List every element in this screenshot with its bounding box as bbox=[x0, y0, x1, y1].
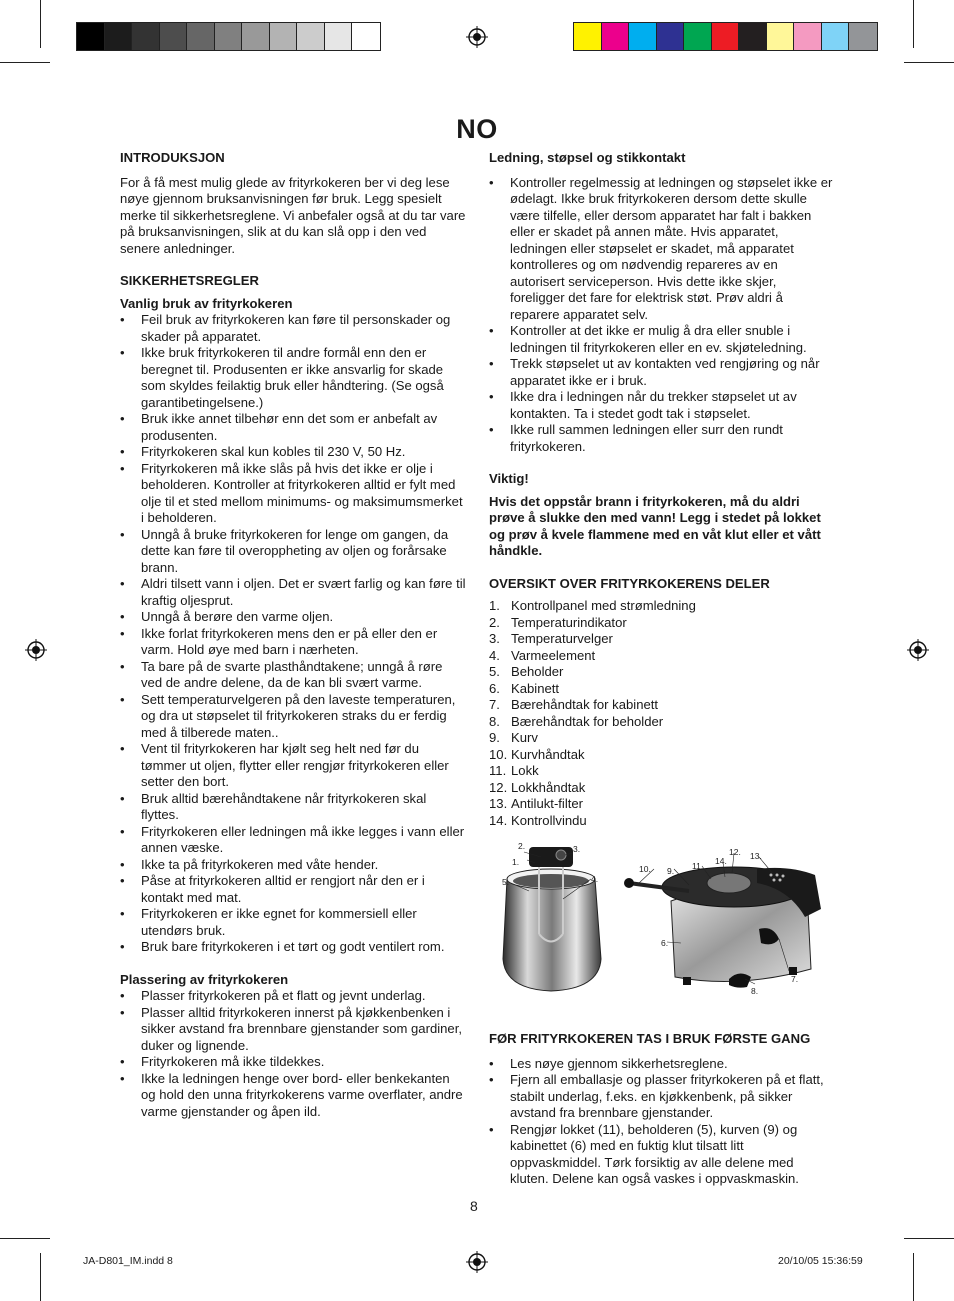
first-use-heading: FØR FRITYRKOKEREN TAS I BRUK FØRSTE GANG bbox=[489, 1031, 811, 1046]
crop-mark bbox=[904, 62, 954, 63]
cord-list bbox=[489, 175, 833, 456]
list-item: • Frityrkokeren må ikke slås på hvis det ikke er olje i beholderen. Kontroller at frityrkokeren alltid er fylt med olje til et sted mellom minimums- og maksimumsmerket i beholderen. bbox=[120, 461, 466, 527]
part-label: Kurvhåndtak bbox=[511, 746, 585, 762]
part-number: 3. bbox=[489, 631, 500, 646]
color-swatch bbox=[187, 23, 215, 50]
figure-label: 13. bbox=[750, 851, 762, 861]
part-label: Kontrollpanel med strømledning bbox=[511, 598, 696, 613]
part-number: 7. bbox=[489, 697, 500, 712]
crop-mark bbox=[913, 1253, 914, 1301]
list-item: • Påse at frityrkokeren alltid er rengjort når den er i kontakt med mat. bbox=[120, 873, 466, 906]
figure-label: 12. bbox=[729, 847, 741, 857]
color-swatch bbox=[574, 23, 602, 50]
part-label: Bærehåndtak for kabinett bbox=[511, 697, 659, 712]
list-item: • Ikke rull sammen ledningen eller surr den rundt frityrkokeren. bbox=[489, 422, 833, 455]
part-item bbox=[489, 615, 833, 632]
list-item: • Frityrkokeren må ikke tildekkes. bbox=[120, 1054, 466, 1071]
list-item: • Ikke dra i ledningen når du trekker støpselet ut av kontakten. Ta i stedet godt tak i støpselet. bbox=[489, 389, 833, 422]
part-item bbox=[489, 697, 833, 714]
list-item: • Sett temperaturvelgeren på den laveste temperaturen, og dra ut støpselet til frityrkokeren straks du er ferdig med å tilberede maten.. bbox=[120, 692, 466, 742]
part-label: Bærehåndtak for beholder bbox=[511, 713, 664, 729]
color-calibration-bar bbox=[573, 22, 878, 51]
color-swatch bbox=[849, 23, 877, 50]
part-label: Lokk bbox=[511, 763, 539, 778]
figure-label: 14. bbox=[715, 856, 727, 866]
list-item: • Frityrkokeren skal kun kobles til 230 V, 50 Hz. bbox=[120, 444, 466, 461]
color-swatch bbox=[794, 23, 822, 50]
color-swatch bbox=[132, 23, 160, 50]
figure-label: 7. bbox=[791, 974, 799, 984]
list-item: • Plasser frityrkokeren på et flatt og jevnt underlag. bbox=[120, 988, 466, 1005]
part-item bbox=[489, 763, 833, 780]
part-number: 8. bbox=[489, 713, 500, 729]
part-label: Temperaturvelger bbox=[511, 631, 613, 646]
crop-mark bbox=[0, 1238, 50, 1239]
language-title: NO bbox=[456, 114, 498, 144]
color-swatch bbox=[297, 23, 325, 50]
slug-timestamp: 20/10/05 15:36:59 bbox=[778, 1255, 863, 1267]
normal-use-heading: Vanlig bruk av frityrkokeren bbox=[120, 295, 293, 311]
list-item: • Unngå å berøre den varme oljen. bbox=[120, 609, 466, 626]
crop-mark bbox=[913, 0, 914, 48]
figure-label: 2. bbox=[518, 841, 526, 851]
part-label: Varmeelement bbox=[511, 647, 596, 663]
registration-mark-icon bbox=[466, 26, 488, 48]
first-use-list bbox=[489, 1056, 833, 1188]
list-item: • Rengjør lokket (11), beholderen (5), kurven (9) og kabinettet (6) med en fuktig klut tilsatt litt oppvaskmiddel. Tørk forsiktig av alle delene med kluten. Delene kan også vaskes i oppvaskmaskin. bbox=[489, 1122, 833, 1188]
list-item: • Aldri tilsett vann i oljen. Det er svært farlig og kan føre til kraftig oljesprut. bbox=[120, 576, 466, 609]
normal-use-list bbox=[120, 312, 466, 956]
fryer-illustration bbox=[489, 839, 833, 1009]
list-item: • Ikke la ledningen henge over bord- eller benkekanten og hold den unna frityrkokerens varme overflater, andre varme gjenstander og åpen ild. bbox=[120, 1071, 466, 1121]
crop-mark bbox=[40, 1253, 41, 1301]
list-item: • Kontroller regelmessig at ledningen og støpselet ikke er ødelagt. Ikke bruk frityrkokeren dersom dette skulle være tilfelle, eller dersom apparatet har falt i bakken eller er skadet på annen måte. Hvis apparatet, ledningen eller støpselet er skadet, må apparatet kontrolleres og om nødvendig repareres av en autorisert serviceperson. Hvis dette ikke skjer, foreligger det fare for elektrisk støt. Prøv aldri å reparere apparatet selv. bbox=[489, 175, 833, 324]
part-item bbox=[489, 664, 833, 681]
list-item: • Frityrkokeren er ikke egnet for kommersiell eller utendørs bruk. bbox=[120, 906, 466, 939]
part-item bbox=[489, 648, 833, 665]
part-item bbox=[489, 813, 833, 830]
color-swatch bbox=[105, 23, 133, 50]
part-item bbox=[489, 780, 833, 797]
part-item bbox=[489, 730, 833, 747]
list-item: • Feil bruk av frityrkokeren kan føre til personskader og skader på apparatet. bbox=[120, 312, 466, 345]
page-number: 8 bbox=[470, 1198, 478, 1214]
registration-mark-icon bbox=[466, 1251, 488, 1273]
part-item bbox=[489, 714, 833, 731]
list-item: • Unngå å bruke frityrkokeren for lenge om gangen, da dette kan føre til overoppheting av oljen og forårsake brann. bbox=[120, 527, 466, 577]
part-item bbox=[489, 598, 833, 615]
color-swatch bbox=[160, 23, 188, 50]
list-item: • Les nøye gjennom sikkerhetsreglene. bbox=[489, 1056, 833, 1073]
list-item: • Vent til frityrkokeren har kjølt seg helt ned før du tømmer ut oljen, flytter eller rengjør frityrkokeren eller setter den bort. bbox=[120, 741, 466, 791]
part-item bbox=[489, 681, 833, 698]
figure-label: 10. bbox=[639, 864, 651, 874]
intro-paragraph: For å få mest mulig glede av frityrkokeren ber vi deg lese nøye gjennom bruksanvisningen før bruk. Legg spesielt merke til sikkerhetsreglene. Vi anbefaler også at du tar vare på bruksanvisningen, slik at du kan slå opp i den ved senere anledninger. bbox=[120, 174, 466, 256]
crop-mark bbox=[40, 0, 41, 48]
figure-label: 5. bbox=[502, 877, 510, 887]
intro-heading: INTRODUKSJON bbox=[120, 150, 225, 165]
part-number: 6. bbox=[489, 680, 500, 696]
list-item: • Bruk ikke annet tilbehør enn det som er anbefalt av produsenten. bbox=[120, 411, 466, 444]
color-swatch bbox=[767, 23, 795, 50]
registration-mark-icon bbox=[25, 639, 47, 661]
part-number: 2. bbox=[489, 614, 500, 630]
part-label: Kurv bbox=[511, 730, 538, 745]
color-swatch bbox=[712, 23, 740, 50]
part-label: Kontrollvindu bbox=[511, 812, 587, 828]
product-figure bbox=[489, 839, 833, 1009]
list-item: • Ta bare på de svarte plasthåndtakene; unngå å røre ved de andre delene, da de kan bli svært varme. bbox=[120, 659, 466, 692]
part-number: 4. bbox=[489, 647, 500, 663]
list-item: • Ikke ta på frityrkokeren med våte hender. bbox=[120, 857, 466, 874]
part-number: 1. bbox=[489, 598, 500, 613]
figure-label: 8. bbox=[751, 986, 759, 996]
list-item: • Bruk alltid bærehåndtakene når frityrkokeren skal flyttes. bbox=[120, 791, 466, 824]
part-number: 10. bbox=[489, 746, 508, 762]
part-label: Kabinett bbox=[511, 680, 560, 696]
color-swatch bbox=[822, 23, 850, 50]
list-item: • Bruk bare frityrkokeren i et tørt og godt ventilert rom. bbox=[120, 939, 466, 956]
color-swatch bbox=[657, 23, 685, 50]
color-swatch bbox=[77, 23, 105, 50]
part-number: 13. bbox=[489, 796, 508, 811]
figure-label: 4. bbox=[591, 874, 599, 884]
list-item: • Frityrkokeren eller ledningen må ikke legges i vann eller annen væske. bbox=[120, 824, 466, 857]
color-swatch bbox=[684, 23, 712, 50]
important-warning: Hvis det oppstår brann i frityrkokeren, må du aldri prøve å slukke den med vann! Legg i stedet på lokket og prøv å kvele flammene med en våt klut eller et vått håndkle. bbox=[489, 493, 821, 558]
part-label: Lokkhåndtak bbox=[511, 779, 586, 795]
important-heading: Viktig! bbox=[489, 471, 529, 486]
part-item bbox=[489, 631, 833, 648]
figure-label: 3. bbox=[573, 844, 581, 854]
list-item: • Kontroller at det ikke er mulig å dra eller snuble i ledningen til frityrkokeren eller en ev. skjøteledning. bbox=[489, 323, 833, 356]
crop-mark bbox=[0, 62, 50, 63]
part-number: 11. bbox=[489, 763, 507, 778]
color-swatch bbox=[602, 23, 630, 50]
list-item: • Fjern all emballasje og plasser frityrkokeren på et flatt, stabilt underlag, f.eks. en kjøkkenbenk, på sikker avstand fra brennbare gjenstander. bbox=[489, 1072, 833, 1122]
color-swatch bbox=[325, 23, 353, 50]
color-swatch bbox=[739, 23, 767, 50]
part-item bbox=[489, 796, 833, 813]
part-label: Antilukt-filter bbox=[511, 796, 584, 811]
color-swatch bbox=[215, 23, 243, 50]
list-item: • Ikke forlat frityrkokeren mens den er på eller den er varm. Hold øye med barn i nærheten. bbox=[120, 626, 466, 659]
cord-heading: Ledning, støpsel og stikkontakt bbox=[489, 150, 686, 165]
list-item: • Ikke bruk frityrkokeren til andre formål enn den er beregnet til. Produsenten er ikke ansvarlig for skade som skyldes feilaktig bruk eller håndtering. (Se også garantibetingelsene.) bbox=[120, 345, 466, 411]
figure-label: 9. bbox=[667, 866, 675, 876]
placement-heading: Plassering av frityrkokeren bbox=[120, 971, 289, 987]
parts-heading: OVERSIKT OVER FRITYRKOKERENS DELER bbox=[489, 575, 770, 591]
part-item bbox=[489, 747, 833, 764]
part-number: 12. bbox=[489, 779, 508, 795]
color-swatch bbox=[270, 23, 298, 50]
list-item: • Plasser alltid frityrkokeren innerst på kjøkkenbenken i sikker avstand fra brennbare gjenstander som gardiner, duker og lignende. bbox=[120, 1005, 466, 1055]
slug-filename: JA-D801_IM.indd 8 bbox=[83, 1255, 173, 1267]
parts-list bbox=[489, 598, 833, 829]
part-number: 14. bbox=[489, 812, 508, 828]
part-label: Beholder bbox=[511, 664, 564, 679]
crop-mark bbox=[904, 1238, 954, 1239]
color-swatch bbox=[352, 23, 380, 50]
left-column bbox=[120, 150, 466, 1120]
figure-label: 6. bbox=[661, 938, 669, 948]
registration-mark-icon bbox=[907, 639, 929, 661]
part-number: 5. bbox=[489, 664, 500, 679]
grayscale-calibration-bar bbox=[76, 22, 381, 51]
figure-label: 1. bbox=[512, 857, 520, 867]
color-swatch bbox=[629, 23, 657, 50]
right-column bbox=[489, 150, 833, 1188]
placement-list bbox=[120, 988, 466, 1120]
part-number: 9. bbox=[489, 730, 500, 745]
figure-label: 11. bbox=[692, 861, 704, 871]
color-swatch bbox=[242, 23, 270, 50]
part-label: Temperaturindikator bbox=[511, 614, 627, 630]
list-item: • Trekk støpselet ut av kontakten ved rengjøring og når apparatet ikke er i bruk. bbox=[489, 356, 833, 389]
safety-heading: SIKKERHETSREGLER bbox=[120, 273, 259, 288]
